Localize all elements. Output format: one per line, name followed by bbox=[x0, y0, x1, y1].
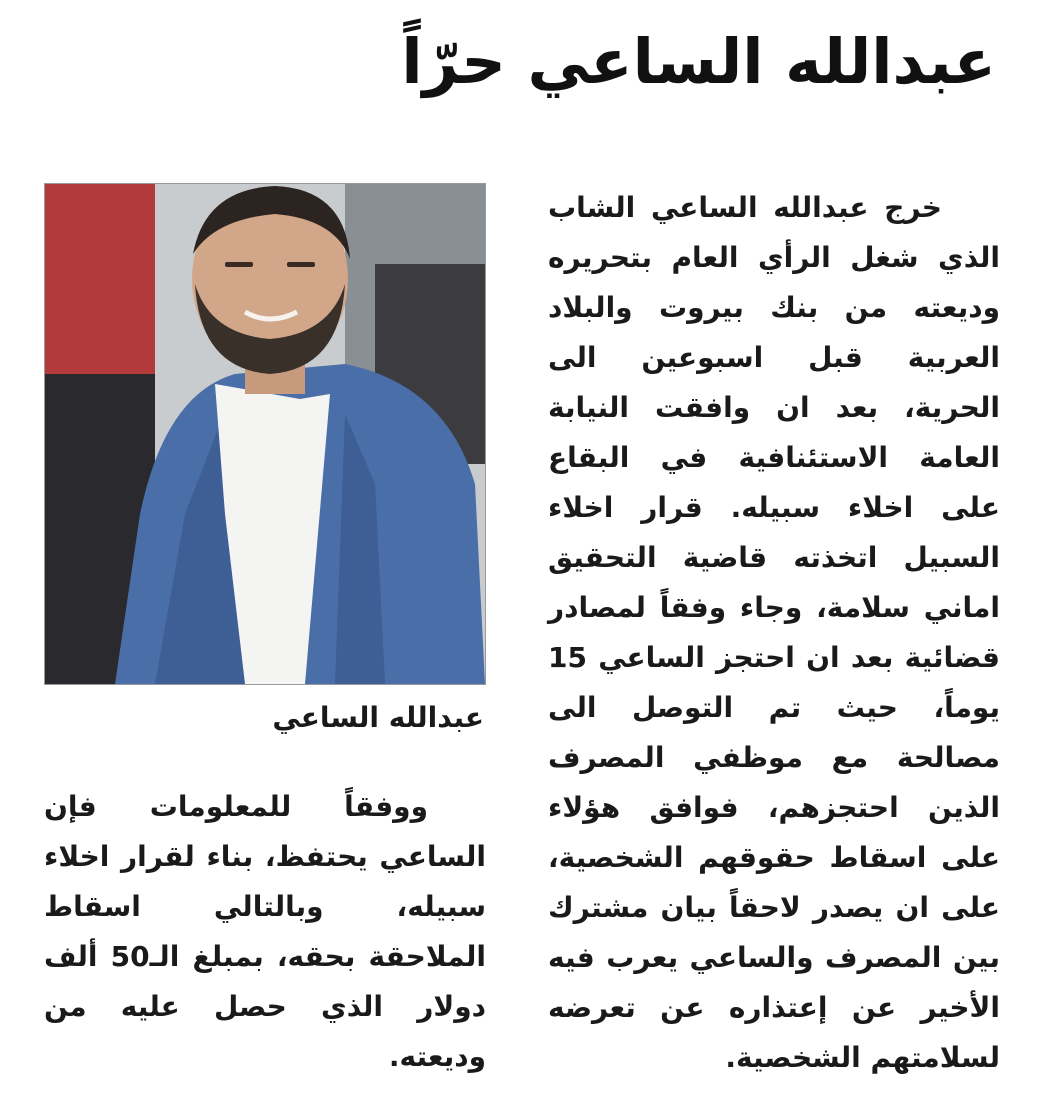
portrait-photo bbox=[44, 183, 486, 685]
photo-caption: عبدالله الساعي bbox=[272, 701, 484, 734]
article-body-left-column bbox=[44, 782, 486, 1082]
article-paragraph: خرج عبدالله الساعي الشاب الذي شغل الرأي العام بتحريره وديعته من بنك بيروت والبلاد العربية قبل اسبوعين الى الحرية، بعد ان وافقت النيابة العامة الاستئنافية في البقاع على اخلاء سبيله. قرار اخلاء السبيل اتخذته قاضية التحقيق اماني سلامة، وجاء وفقاً لمصادر قضائية بعد ان احتجز الساعي 15 يوماً، حيث تم التوصل الى مصالحة مع موظفي المصرف الذين احتجزهم، فوافق هؤلاء على اسقاط حقوقهم الشخصية، على ان يصدر لاحقاً بيان مشترك بين المصرف والساعي يعرب فيه الأخير عن إعتذاره عن تعرضه لسلامتهم الشخصية. bbox=[548, 191, 1000, 1074]
article-body-right-column bbox=[548, 183, 1000, 1083]
headline: عبدالله الساعي حرّاً bbox=[401, 25, 996, 98]
portrait-image bbox=[45, 184, 485, 684]
article-paragraph: ووفقاً للمعلومات فإن الساعي يحتفظ، بناء لقرار اخلاء سبيله، وبالتالي اسقاط الملاحقة بحقه، بمبلغ الـ50 ألف دولار الذي حصل عليه من وديعته. bbox=[44, 790, 486, 1073]
